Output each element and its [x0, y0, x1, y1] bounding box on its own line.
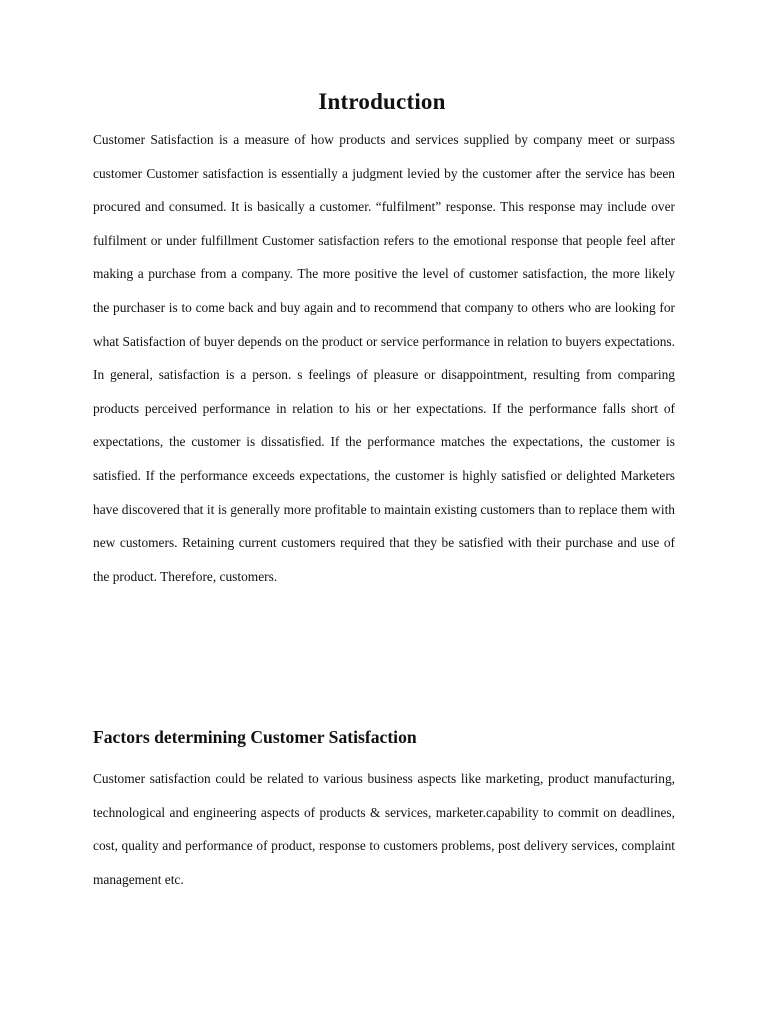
section-heading: Factors determining Customer Satisfaction — [93, 727, 417, 747]
section-paragraph: Customer satisfaction could be related to various business aspects like marketing, product manufacturing, technological and engineering aspects of products & services, marketer.capability to commit on deadlines, cost, quality and performance of product, response to customers problems, post delivery services, complaint management etc. — [93, 771, 675, 887]
intro-paragraph: Customer Satisfaction is a measure of how products and services supplied by company meet or surpass customer Customer satisfaction is essentially a judgment levied by the customer after the service has been procured and consumed. It is basically a customer. “fulfilment” response. This response may include over fulfilment or under fulfillment Customer satisfaction refers to the emotional response that people feel after making a purchase from a company. The more positive the level of customer satisfaction, the more likely the purchaser is to come back and buy again and to recommend that company to others who are looking for what Satisfaction of buyer depends on the product or service performance in relation to buyers expectations. In general, satisfaction is a person. s feelings of pleasure or disappointment, resulting from comparing products perceived performance in relation to his or her expectations. If the performance falls short of expectations, the customer is dissatisfied. If the performance matches the expectations, the customer is satisfied. If the performance exceeds expectations, the customer is highly satisfied or delighted Marketers have discovered that it is generally more profitable to maintain existing customers than to replace them with new customers. Retaining current customers required that they be satisfied with their purchase and use of the product. Therefore, customers. — [93, 132, 675, 584]
page-title: Introduction — [318, 89, 446, 114]
